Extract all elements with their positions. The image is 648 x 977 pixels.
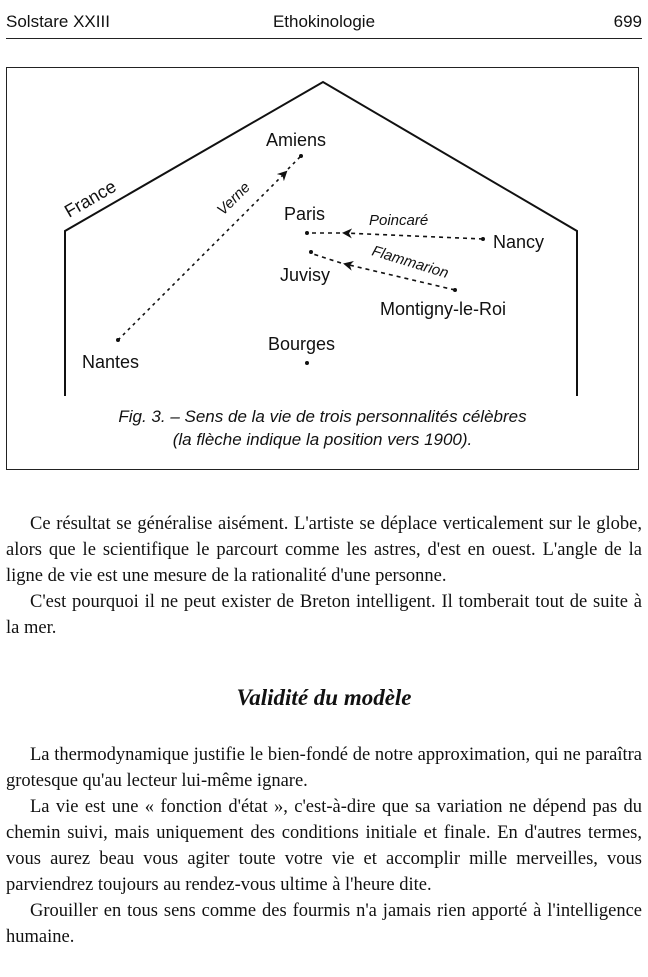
paragraph-4: La vie est une « fonction d'état », c'est-à-dire que sa variation ne dépend pas du chemin suivi, mais uniquement des conditions initiale et finale. En d'autres termes, vous aurez beau vous agiter toute votre vie et accomplir mille merveilles, vous parviendrez toujours au rendez-vous ultime à l'heure dite. <box>6 797 642 895</box>
label-bourges: Bourges <box>268 334 336 354</box>
label-flammarion: Flammarion <box>369 242 451 282</box>
bourges-dot <box>305 361 309 365</box>
body-section-1 <box>6 511 642 641</box>
page-header <box>6 4 642 39</box>
journal-title: Solstare XXIII <box>6 12 110 31</box>
paragraph-3: La thermodynamique justifie le bien-fondé de notre approximation, qui ne paraîtra grotesque qu'au lecteur lui-même ignare. <box>6 745 642 791</box>
label-nancy: Nancy <box>493 232 545 252</box>
label-amiens: Amiens <box>266 130 327 150</box>
juvisy-dot <box>309 250 313 254</box>
label-france: France <box>61 176 120 222</box>
paragraph-1: Ce résultat se généralise aisément. L'artiste se déplace verticalement sur le globe, alors que le scientifique le parcourt comme les astres, d'est en ouest. L'angle de la ligne de vie est une mesure de la rationalité d'une personne. <box>6 514 642 586</box>
label-poincare: Poincaré <box>369 212 429 229</box>
paris-dot <box>305 231 309 235</box>
label-montigny: Montigny-le-Roi <box>380 299 507 319</box>
poincare-arrow <box>344 233 483 239</box>
caption-line-1: Fig. 3. – Sens de la vie de trois personnalités célèbres <box>118 407 527 426</box>
figure-3 <box>6 67 639 470</box>
verne-arrow <box>118 172 286 340</box>
section-name: Ethokinologie <box>272 12 376 31</box>
label-paris: Paris <box>284 204 326 224</box>
paragraph-2: C'est pourquoi il ne peut exister de Breton intelligent. Il tomberait tout de suite à la mer. <box>6 592 642 638</box>
label-verne: Verne <box>213 178 254 219</box>
paragraph-5: Grouiller en tous sens comme des fourmis n'a jamais rien apporté à l'intelligence humaine. <box>6 901 642 947</box>
caption-line-2: (la flèche indique la position vers 1900). <box>172 430 473 449</box>
section-heading: Validité du modèle <box>236 685 412 710</box>
figure-caption <box>7 405 638 451</box>
verne-arrow-extension <box>288 156 301 169</box>
page-number: 699 <box>613 12 642 31</box>
label-nantes: Nantes <box>82 352 140 372</box>
label-juvisy: Juvisy <box>280 265 331 285</box>
flammarion-arrow-extension <box>313 254 341 263</box>
body-section-2 <box>6 742 642 950</box>
